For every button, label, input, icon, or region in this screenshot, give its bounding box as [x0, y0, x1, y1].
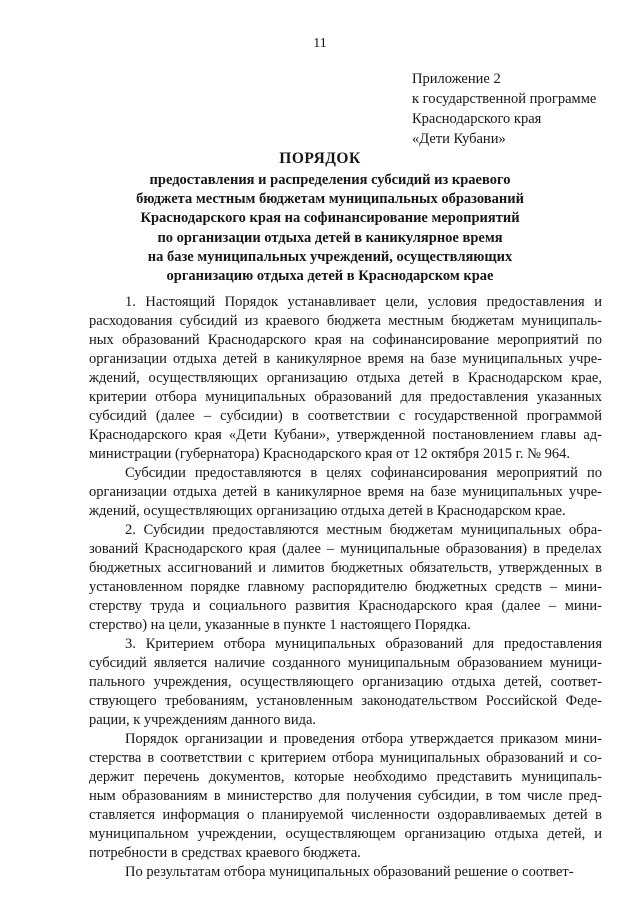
paragraph-line: расходования субсидий из краевого бюджета местным бюджетам муниципаль-	[89, 313, 602, 329]
subtitle-line: Краснодарского края на софинансирование мероприятий	[140, 210, 520, 227]
appendix-line: Приложение 2	[412, 71, 501, 87]
paragraph-line: организации отдыха детей в каникулярное время на базе муниципальных учре-	[89, 351, 602, 367]
paragraph-line: субсидий является наличие созданного муниципальным образованием муници-	[89, 655, 602, 671]
subtitle-line: организацию отдыха детей в Краснодарском крае	[166, 268, 494, 285]
document-subtitle	[60, 171, 600, 286]
paragraph-line: Краснодарского края «Дети Кубани», утвержденной постановлением главы ад-	[89, 427, 602, 443]
paragraph-line: ждений, осуществляющих организацию отдыха детей в Краснодарском крае,	[89, 370, 602, 386]
paragraph-line: ждений, осуществляющих организацию отдыха детей в Краснодарском крае.	[89, 503, 566, 519]
paragraph-line: ным образованиям в министерство для получения субсидии, в том числе пред-	[89, 788, 602, 804]
subtitle-line: предоставления и распределения субсидий из краевого	[149, 172, 511, 188]
paragraph-line: ных образований Краснодарского края на софинансирование мероприятий по	[89, 332, 602, 348]
paragraph-line: Субсидии предоставляются в целях софинансирования мероприятий по	[125, 465, 602, 481]
paragraph-line: бюджетных ассигнований и лимитов бюджетных обязательств, утвержденных в	[89, 560, 602, 576]
paragraph-line: организации отдыха детей в каникулярное время на базе муниципальных учре-	[89, 484, 602, 500]
document-body	[89, 293, 602, 882]
paragraph-line: 3. Критерием отбора муниципальных образований для предоставления	[125, 636, 602, 652]
paragraph-line: муниципальном учреждении, осуществляющем организацию отдыха детей, и	[89, 826, 602, 842]
appendix-line: Краснодарского края	[412, 111, 542, 127]
paragraph-line: стерство) на цели, указанные в пункте 1 настоящего Порядка.	[89, 617, 471, 633]
paragraph-line: потребности в средствах краевого бюджета.	[89, 845, 361, 861]
paragraph-line: зований Краснодарского края (далее – муниципальные образования) в пределах	[89, 541, 602, 557]
paragraph	[89, 464, 602, 521]
paragraph-line: держит перечень документов, которые необходимо представить муниципаль-	[89, 769, 602, 785]
subtitle-line: по организации отдыха детей в каникулярное время	[157, 229, 503, 246]
paragraph	[89, 730, 602, 863]
appendix-line: к государственной программе	[412, 91, 597, 107]
paragraph	[89, 863, 602, 882]
paragraph-line: 2. Субсидии предоставляются местным бюджетам муниципальных обра-	[125, 522, 602, 538]
paragraph-line: министрации (губернатора) Краснодарского края от 12 октября 2015 г. № 964.	[89, 446, 570, 462]
paragraph-line: критерии отбора муниципальных образований для предоставления указанных	[89, 389, 602, 405]
appendix-line: «Дети Кубани»	[412, 131, 506, 147]
page-number: 11	[313, 36, 327, 51]
paragraph-line: ствующего требованиям, установленным законодательством Российской Феде-	[89, 693, 602, 709]
paragraph-line: Порядок организации и проведения отбора утверждается приказом мини-	[125, 731, 602, 747]
appendix-header	[412, 69, 596, 149]
paragraph-line: установленном порядке главному распорядителю бюджетных средств – мини-	[89, 579, 602, 595]
subtitle-line: бюджета местным бюджетам муниципальных образований	[136, 191, 524, 208]
paragraph	[89, 521, 602, 635]
subtitle-line: на базе муниципальных учреждений, осуществляющих	[147, 248, 513, 265]
paragraph-line: стерства в соответствии с критерием отбора муниципальных образований и со-	[89, 750, 602, 766]
paragraph-line: стерству труда и социального развития Краснодарского края (далее – мини-	[89, 598, 602, 614]
paragraph-line: рации, к учреждениям данного вида.	[89, 712, 317, 728]
paragraph-line: 1. Настоящий Порядок устанавливает цели, условия предоставления и	[125, 294, 602, 310]
paragraph-line: субсидий (далее – субсидии) в соответствии с государственной программой	[89, 408, 602, 424]
paragraph	[89, 635, 602, 730]
paragraph-line: ставляется информация о планируемой численности оздоравливаемых детей в	[89, 807, 602, 823]
paragraph	[89, 293, 602, 464]
document-title: ПОРЯДОК	[279, 150, 361, 167]
paragraph-line: По результатам отбора муниципальных образований решение о соответ-	[125, 864, 574, 880]
paragraph-line: пального учреждения, осуществляющего организацию отдыха детей, соответ-	[89, 674, 602, 690]
